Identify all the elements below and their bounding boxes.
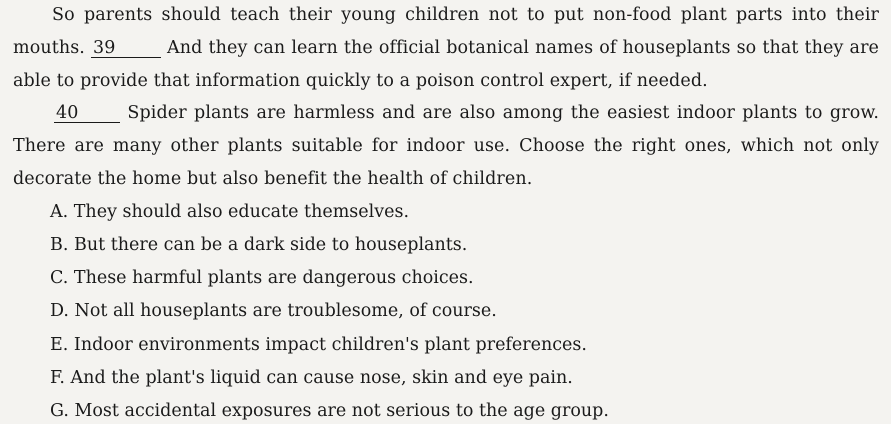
passage-line-1 — [52, 4, 879, 26]
option-b: B. But there can be a dark side to houseplants. — [50, 235, 468, 255]
passage-line-5 — [13, 135, 879, 157]
option-a: A. They should also educate themselves. — [50, 202, 410, 222]
answer-blank-39: 39 — [91, 39, 161, 58]
passage-text: There are many other plants suitable for indoor use. Choose the right ones, which not only — [13, 136, 879, 156]
option-d: D. Not all houseplants are troublesome, of course. — [50, 301, 497, 321]
passage-line-4 — [54, 102, 879, 124]
passage-text: So parents should teach their young children not to put non-food plant parts into their — [52, 5, 879, 25]
passage-text: decorate the home but also benefit the health of children. — [13, 169, 533, 189]
passage-line-6 — [13, 168, 532, 190]
passage-line-2 — [13, 37, 879, 59]
answer-blank-40: 40 — [54, 104, 120, 123]
passage-text: And they can learn the official botanical names of houseplants so that they are — [167, 38, 879, 58]
passage-line-3 — [13, 70, 708, 92]
option-e: E. Indoor environments impact children's plant preferences. — [50, 335, 587, 355]
passage-text: Spider plants are harmless and are also among the easiest indoor plants to grow. — [127, 103, 879, 123]
option-f: F. And the plant's liquid can cause nose, skin and eye pain. — [50, 368, 573, 388]
passage-text: able to provide that information quickly to a poison control expert, if needed. — [13, 71, 708, 91]
passage-text: mouths. — [13, 38, 85, 58]
option-c: C. These harmful plants are dangerous choices. — [50, 268, 474, 288]
option-g: G. Most accidental exposures are not serious to the age group. — [50, 401, 609, 421]
